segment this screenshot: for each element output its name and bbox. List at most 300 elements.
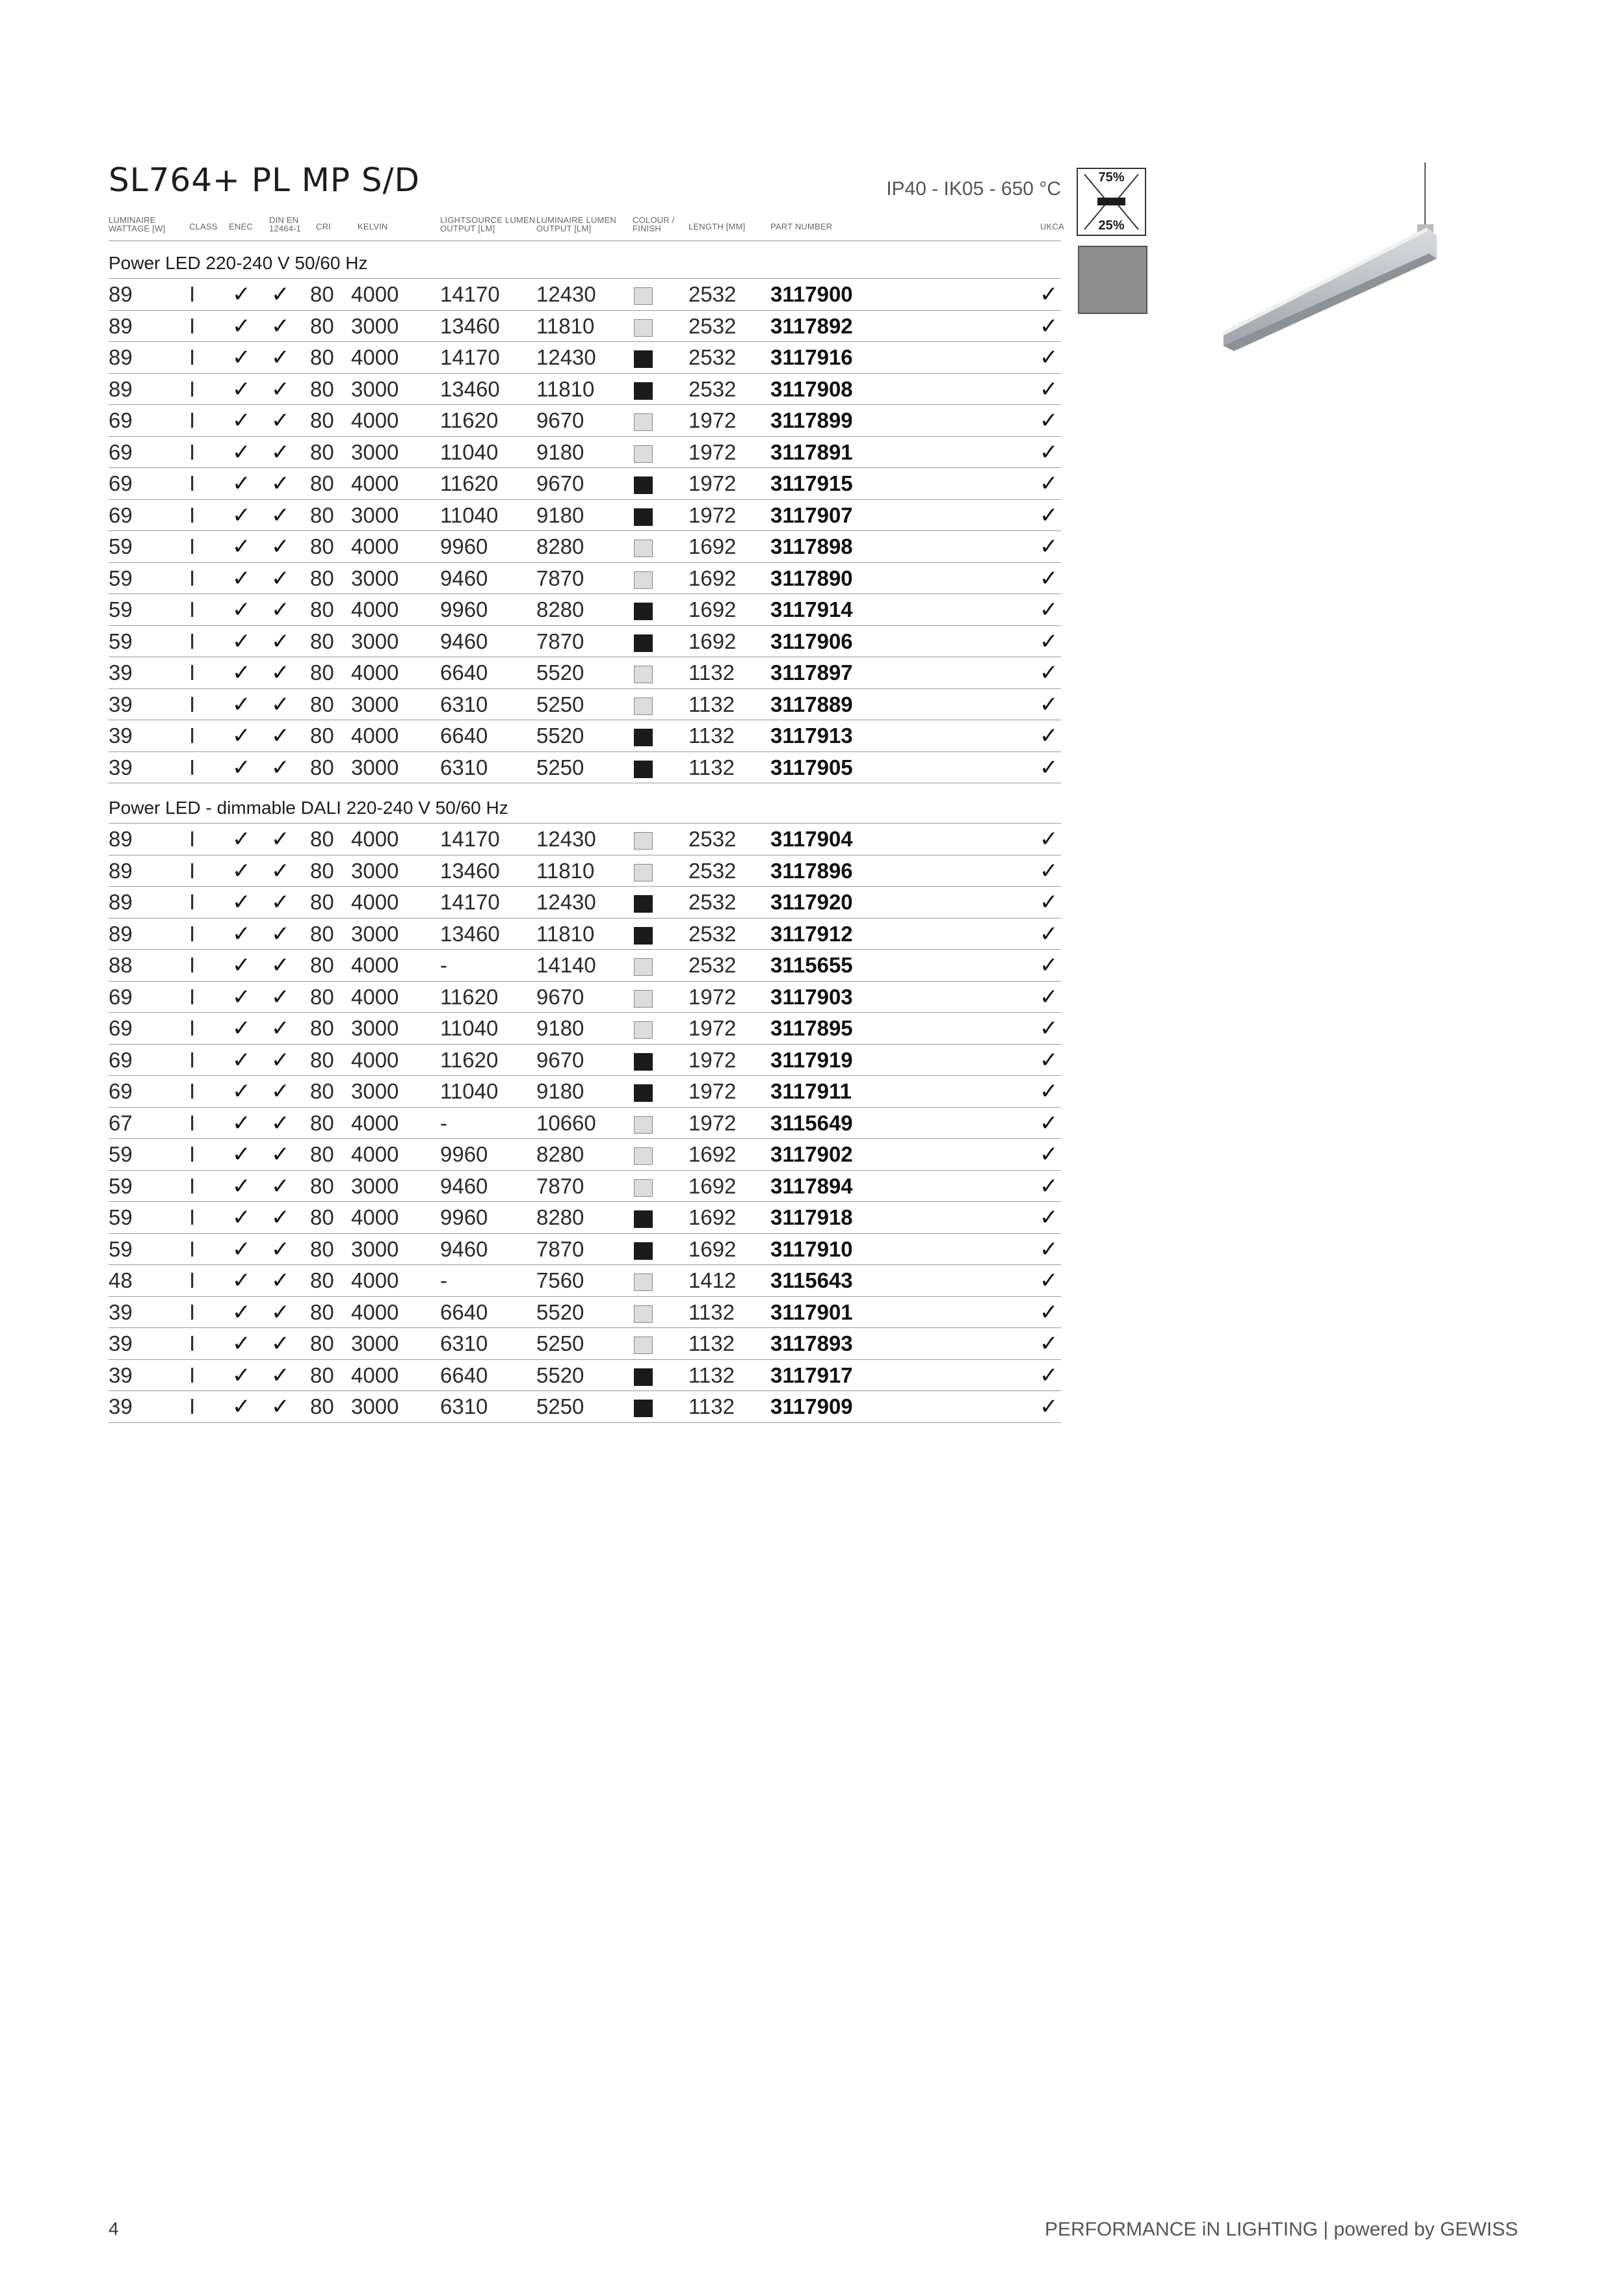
cell-k: 4000 bbox=[351, 408, 399, 432]
cell-cri: 80 bbox=[310, 921, 334, 946]
cell-w: 39 bbox=[109, 724, 133, 748]
cell-cls: I bbox=[189, 282, 196, 306]
check-icon: ✓ bbox=[232, 1299, 251, 1325]
cell-pn: 3117919 bbox=[770, 1047, 853, 1072]
cell-w: 59 bbox=[109, 1205, 133, 1229]
check-icon: ✓ bbox=[271, 890, 290, 915]
uplight-percent: 75% bbox=[1098, 170, 1125, 185]
col-length: LENGTH [MM] bbox=[688, 222, 746, 231]
cell-lum: 5520 bbox=[536, 1363, 584, 1387]
cell-cri: 80 bbox=[310, 376, 334, 401]
cell-lum: 7870 bbox=[536, 566, 584, 590]
cell-w: 59 bbox=[109, 597, 133, 621]
cell-cls: I bbox=[189, 692, 196, 716]
table-row bbox=[109, 1044, 1061, 1076]
cell-cls: I bbox=[189, 1016, 196, 1040]
check-icon: ✓ bbox=[232, 313, 251, 339]
light-distribution-icon bbox=[1077, 168, 1146, 236]
check-icon: ✓ bbox=[1040, 890, 1058, 915]
cell-ls: 11620 bbox=[440, 984, 499, 1009]
table-row bbox=[109, 886, 1061, 918]
cell-lum: 9670 bbox=[536, 471, 584, 495]
cell-k: 4000 bbox=[351, 1142, 399, 1166]
cell-ls: 11620 bbox=[440, 1047, 499, 1072]
check-icon: ✓ bbox=[232, 345, 251, 370]
table-row bbox=[109, 1327, 1061, 1359]
cell-w: 59 bbox=[109, 1173, 133, 1198]
cell-w: 59 bbox=[109, 534, 133, 558]
check-icon: ✓ bbox=[232, 724, 251, 748]
cell-lum: 9180 bbox=[536, 439, 584, 464]
check-icon: ✓ bbox=[232, 1142, 251, 1167]
cell-len: 1132 bbox=[688, 724, 735, 748]
finish-swatch-dark bbox=[634, 476, 653, 494]
cell-len: 2532 bbox=[688, 345, 737, 369]
finish-swatch-light bbox=[634, 319, 653, 337]
cell-cri: 80 bbox=[310, 408, 334, 432]
check-icon: ✓ bbox=[271, 1299, 290, 1325]
cell-ls: 6640 bbox=[440, 1299, 488, 1324]
cell-ls: 6310 bbox=[440, 1331, 488, 1355]
cell-len: 2532 bbox=[688, 313, 737, 338]
cell-lum: 11810 bbox=[536, 921, 595, 946]
cell-w: 39 bbox=[109, 1394, 133, 1418]
cell-cls: I bbox=[189, 408, 196, 432]
cell-cls: I bbox=[189, 1205, 196, 1229]
cell-pn: 3117917 bbox=[770, 1363, 853, 1387]
cell-lum: 8280 bbox=[536, 534, 584, 558]
check-icon: ✓ bbox=[1040, 660, 1058, 685]
cell-k: 4000 bbox=[351, 345, 399, 369]
cell-pn: 3117912 bbox=[770, 921, 853, 946]
cell-cls: I bbox=[189, 953, 196, 977]
col-din: DIN EN 12464-1 bbox=[269, 215, 302, 233]
check-icon: ✓ bbox=[271, 858, 290, 883]
check-icon: ✓ bbox=[271, 827, 290, 852]
cell-w: 59 bbox=[109, 566, 133, 590]
cell-cri: 80 bbox=[310, 724, 334, 748]
cell-k: 3000 bbox=[351, 755, 399, 779]
cell-ls: 11040 bbox=[440, 502, 499, 527]
cell-pn: 3117897 bbox=[770, 660, 853, 685]
cell-w: 39 bbox=[109, 755, 133, 779]
cell-cri: 80 bbox=[310, 660, 334, 685]
finish-swatch-light bbox=[634, 958, 653, 976]
cell-lum: 7870 bbox=[536, 1236, 584, 1261]
check-icon: ✓ bbox=[271, 1363, 290, 1388]
cell-len: 1972 bbox=[688, 1079, 737, 1103]
cell-pn: 3117896 bbox=[770, 858, 853, 883]
cell-cls: I bbox=[189, 376, 196, 401]
cell-k: 4000 bbox=[351, 282, 399, 306]
cell-len: 1692 bbox=[688, 597, 737, 621]
finish-swatch-dark bbox=[634, 1210, 653, 1228]
check-icon: ✓ bbox=[1040, 1331, 1058, 1356]
cell-len: 1132 bbox=[688, 755, 735, 779]
cell-w: 48 bbox=[109, 1268, 133, 1292]
check-icon: ✓ bbox=[271, 629, 290, 654]
cell-w: 59 bbox=[109, 1142, 133, 1166]
cell-w: 69 bbox=[109, 502, 133, 527]
cell-cri: 80 bbox=[310, 827, 334, 851]
check-icon: ✓ bbox=[1040, 1394, 1058, 1419]
cell-k: 4000 bbox=[351, 1299, 399, 1324]
cell-k: 4000 bbox=[351, 534, 399, 558]
cell-len: 1972 bbox=[688, 1110, 737, 1135]
cell-k: 3000 bbox=[351, 1236, 399, 1261]
check-icon: ✓ bbox=[1040, 534, 1058, 559]
cell-cls: I bbox=[189, 1079, 196, 1103]
cell-k: 4000 bbox=[351, 953, 399, 977]
check-icon: ✓ bbox=[232, 376, 251, 402]
cell-cri: 80 bbox=[310, 1331, 334, 1355]
table-row bbox=[109, 1170, 1061, 1202]
check-icon: ✓ bbox=[1040, 502, 1058, 528]
cell-w: 69 bbox=[109, 408, 133, 432]
table-header bbox=[109, 213, 1064, 241]
finish-swatch-light bbox=[634, 1179, 653, 1197]
cell-k: 4000 bbox=[351, 984, 399, 1009]
cell-cls: I bbox=[189, 724, 196, 748]
cell-ls: 6640 bbox=[440, 660, 488, 685]
cell-pn: 3117909 bbox=[770, 1394, 853, 1418]
check-icon: ✓ bbox=[271, 534, 290, 559]
cell-lum: 14140 bbox=[536, 953, 596, 977]
cell-k: 3000 bbox=[351, 1016, 399, 1040]
cell-cri: 80 bbox=[310, 1236, 334, 1261]
cell-w: 39 bbox=[109, 660, 133, 685]
cell-cls: I bbox=[189, 827, 196, 851]
cell-ls: 9960 bbox=[440, 534, 488, 558]
cell-pn: 3115655 bbox=[770, 953, 853, 977]
cell-k: 3000 bbox=[351, 1173, 399, 1198]
cell-cri: 80 bbox=[310, 984, 334, 1009]
cell-lum: 5250 bbox=[536, 755, 584, 779]
cell-cri: 80 bbox=[310, 692, 334, 716]
cell-cls: I bbox=[189, 313, 196, 338]
cell-ls: - bbox=[440, 953, 447, 977]
check-icon: ✓ bbox=[271, 566, 290, 591]
check-icon: ✓ bbox=[232, 1363, 251, 1388]
cell-len: 1132 bbox=[688, 660, 735, 685]
finish-swatch-light bbox=[634, 1116, 653, 1134]
cell-lum: 5520 bbox=[536, 1299, 584, 1324]
col-part-number: PART NUMBER bbox=[770, 222, 833, 231]
cell-cls: I bbox=[189, 890, 196, 914]
finish-swatch-dark bbox=[634, 350, 653, 368]
check-icon: ✓ bbox=[271, 660, 290, 685]
footer-brand: PERFORMANCE iN LIGHTING | powered by GEWISS bbox=[1045, 2219, 1518, 2240]
cell-k: 4000 bbox=[351, 724, 399, 748]
cell-k: 4000 bbox=[351, 890, 399, 914]
cell-cls: I bbox=[189, 345, 196, 369]
cell-pn: 3117914 bbox=[770, 597, 853, 621]
table-row bbox=[109, 625, 1061, 657]
cell-w: 89 bbox=[109, 376, 133, 401]
cell-cls: I bbox=[189, 1142, 196, 1166]
cell-w: 89 bbox=[109, 921, 133, 946]
check-icon: ✓ bbox=[232, 1110, 251, 1136]
cell-ls: 11040 bbox=[440, 1079, 499, 1103]
cell-len: 1132 bbox=[688, 692, 735, 716]
finish-swatch-dark bbox=[634, 761, 653, 778]
check-icon: ✓ bbox=[1040, 858, 1058, 883]
cell-w: 69 bbox=[109, 471, 133, 495]
check-icon: ✓ bbox=[271, 1331, 290, 1356]
check-icon: ✓ bbox=[1040, 345, 1058, 370]
cell-k: 3000 bbox=[351, 376, 399, 401]
check-icon: ✓ bbox=[232, 502, 251, 528]
col-class: CLASS bbox=[189, 222, 218, 231]
check-icon: ✓ bbox=[232, 858, 251, 883]
cell-lum: 9180 bbox=[536, 1079, 584, 1103]
col-wattage: LUMINAIRE WATTAGE [W] bbox=[109, 215, 166, 233]
cell-cls: I bbox=[189, 660, 196, 685]
cell-cri: 80 bbox=[310, 282, 334, 306]
table-row bbox=[109, 1107, 1061, 1139]
check-icon: ✓ bbox=[1040, 692, 1058, 717]
cell-k: 4000 bbox=[351, 597, 399, 621]
cell-w: 59 bbox=[109, 629, 133, 653]
cell-cls: I bbox=[189, 1394, 196, 1418]
check-icon: ✓ bbox=[271, 921, 290, 946]
check-icon: ✓ bbox=[232, 692, 251, 717]
cell-pn: 3117891 bbox=[770, 439, 853, 464]
check-icon: ✓ bbox=[232, 1205, 251, 1230]
col-colour-finish: COLOUR / FINISH bbox=[633, 215, 675, 233]
cell-lum: 8280 bbox=[536, 1142, 584, 1166]
check-icon: ✓ bbox=[271, 1394, 290, 1419]
cell-k: 4000 bbox=[351, 1205, 399, 1229]
cell-lum: 8280 bbox=[536, 1205, 584, 1229]
cell-k: 3000 bbox=[351, 858, 399, 883]
check-icon: ✓ bbox=[232, 827, 251, 852]
check-icon: ✓ bbox=[1040, 408, 1058, 433]
table-row bbox=[109, 688, 1061, 720]
check-icon: ✓ bbox=[271, 471, 290, 496]
cell-len: 1132 bbox=[688, 1331, 735, 1355]
cell-cri: 80 bbox=[310, 502, 334, 527]
cell-cri: 80 bbox=[310, 534, 334, 558]
cell-lum: 9180 bbox=[536, 502, 584, 527]
check-icon: ✓ bbox=[1040, 566, 1058, 591]
cell-lum: 7560 bbox=[536, 1268, 584, 1292]
cell-lum: 5520 bbox=[536, 660, 584, 685]
cell-len: 2532 bbox=[688, 376, 737, 401]
col-ukca: UKCA bbox=[1040, 222, 1064, 231]
cell-pn: 3115649 bbox=[770, 1110, 853, 1135]
cell-len: 1972 bbox=[688, 1047, 737, 1072]
cell-cri: 80 bbox=[310, 566, 334, 590]
cell-cls: I bbox=[189, 858, 196, 883]
check-icon: ✓ bbox=[1040, 1268, 1058, 1293]
finish-swatch-dark bbox=[634, 1400, 653, 1417]
protection-rating: IP40 - IK05 - 650 °C bbox=[886, 178, 1061, 200]
cell-ls: 13460 bbox=[440, 313, 500, 338]
cell-k: 3000 bbox=[351, 1079, 399, 1103]
cell-w: 69 bbox=[109, 984, 133, 1009]
finish-swatch-light bbox=[634, 1305, 653, 1323]
check-icon: ✓ bbox=[1040, 313, 1058, 339]
check-icon: ✓ bbox=[271, 439, 290, 465]
cell-ls: 6310 bbox=[440, 755, 488, 779]
cell-ls: - bbox=[440, 1268, 447, 1292]
check-icon: ✓ bbox=[271, 1079, 290, 1104]
cell-cri: 80 bbox=[310, 471, 334, 495]
finish-swatch-light bbox=[634, 666, 653, 683]
cell-w: 39 bbox=[109, 692, 133, 716]
finish-swatch-dark bbox=[634, 729, 653, 746]
check-icon: ✓ bbox=[232, 534, 251, 559]
cell-cls: I bbox=[189, 1047, 196, 1072]
table-row bbox=[109, 499, 1061, 531]
cell-len: 2532 bbox=[688, 921, 737, 946]
cell-w: 67 bbox=[109, 1110, 133, 1135]
cell-cri: 80 bbox=[310, 313, 334, 338]
cell-cri: 80 bbox=[310, 597, 334, 621]
cell-len: 1692 bbox=[688, 1205, 737, 1229]
finish-swatch-light bbox=[634, 413, 653, 431]
check-icon: ✓ bbox=[271, 345, 290, 370]
cell-cls: I bbox=[189, 534, 196, 558]
cell-k: 3000 bbox=[351, 692, 399, 716]
check-icon: ✓ bbox=[1040, 827, 1058, 852]
finish-swatch-dark bbox=[634, 603, 653, 620]
check-icon: ✓ bbox=[1040, 376, 1058, 402]
cell-w: 39 bbox=[109, 1363, 133, 1387]
check-icon: ✓ bbox=[232, 1394, 251, 1419]
cell-pn: 3117906 bbox=[770, 629, 853, 653]
cell-ls: 11040 bbox=[440, 1016, 499, 1040]
cell-lum: 11810 bbox=[536, 858, 595, 883]
cell-k: 3000 bbox=[351, 313, 399, 338]
cell-pn: 3117894 bbox=[770, 1173, 853, 1198]
check-icon: ✓ bbox=[271, 724, 290, 748]
check-icon: ✓ bbox=[1040, 984, 1058, 1010]
check-icon: ✓ bbox=[271, 1268, 290, 1293]
cell-lum: 7870 bbox=[536, 629, 584, 653]
check-icon: ✓ bbox=[232, 984, 251, 1010]
cell-pn: 3117915 bbox=[770, 471, 853, 495]
cell-cri: 80 bbox=[310, 858, 334, 883]
cell-len: 2532 bbox=[688, 953, 737, 977]
cell-len: 1972 bbox=[688, 1016, 737, 1040]
cell-cls: I bbox=[189, 1173, 196, 1198]
finish-swatch-dark bbox=[634, 634, 653, 652]
cell-cls: I bbox=[189, 1268, 196, 1292]
cell-ls: 9960 bbox=[440, 1205, 488, 1229]
cell-ls: 9960 bbox=[440, 597, 488, 621]
check-icon: ✓ bbox=[232, 890, 251, 915]
check-icon: ✓ bbox=[232, 755, 251, 780]
table-row bbox=[109, 1012, 1061, 1044]
cell-cri: 80 bbox=[310, 1205, 334, 1229]
table-row bbox=[109, 657, 1061, 688]
check-icon: ✓ bbox=[271, 408, 290, 433]
cell-len: 1412 bbox=[688, 1268, 737, 1292]
table-row bbox=[109, 918, 1061, 950]
check-icon: ✓ bbox=[271, 597, 290, 622]
product-title: SL764+ PL MP S/D bbox=[109, 161, 420, 199]
check-icon: ✓ bbox=[271, 1205, 290, 1230]
cell-lum: 5520 bbox=[536, 724, 584, 748]
check-icon: ✓ bbox=[232, 1331, 251, 1356]
cell-len: 1972 bbox=[688, 502, 737, 527]
table-row bbox=[109, 467, 1061, 499]
cell-cri: 80 bbox=[310, 345, 334, 369]
cell-lum: 7870 bbox=[536, 1173, 584, 1198]
cell-len: 1972 bbox=[688, 471, 737, 495]
check-icon: ✓ bbox=[1040, 282, 1058, 307]
table-row bbox=[109, 594, 1061, 625]
table-row bbox=[109, 530, 1061, 562]
cell-len: 2532 bbox=[688, 858, 737, 883]
check-icon: ✓ bbox=[271, 1236, 290, 1262]
finish-swatch-light bbox=[634, 287, 653, 305]
check-icon: ✓ bbox=[271, 376, 290, 402]
cell-len: 1132 bbox=[688, 1299, 735, 1324]
cell-k: 4000 bbox=[351, 1268, 399, 1292]
table-row bbox=[109, 1264, 1061, 1296]
check-icon: ✓ bbox=[271, 1016, 290, 1041]
cell-w: 89 bbox=[109, 858, 133, 883]
cell-ls: - bbox=[440, 1110, 447, 1135]
cell-w: 69 bbox=[109, 1079, 133, 1103]
cell-pn: 3117920 bbox=[770, 890, 853, 914]
cell-cls: I bbox=[189, 629, 196, 653]
check-icon: ✓ bbox=[1040, 471, 1058, 496]
check-icon: ✓ bbox=[1040, 1047, 1058, 1073]
cell-lum: 12430 bbox=[536, 282, 596, 306]
check-icon: ✓ bbox=[271, 282, 290, 307]
cell-k: 3000 bbox=[351, 1331, 399, 1355]
cell-ls: 6310 bbox=[440, 692, 488, 716]
cell-pn: 3117898 bbox=[770, 534, 853, 558]
table-row bbox=[109, 1296, 1061, 1328]
cell-pn: 3117905 bbox=[770, 755, 853, 779]
cell-w: 89 bbox=[109, 345, 133, 369]
cell-cri: 80 bbox=[310, 1268, 334, 1292]
cell-cls: I bbox=[189, 1236, 196, 1261]
cell-pn: 3117902 bbox=[770, 1142, 853, 1166]
cell-len: 1692 bbox=[688, 566, 737, 590]
check-icon: ✓ bbox=[232, 1047, 251, 1073]
cell-cri: 80 bbox=[310, 1173, 334, 1198]
luminaire-product-image bbox=[1222, 163, 1443, 358]
cell-cri: 80 bbox=[310, 755, 334, 779]
cell-w: 59 bbox=[109, 1236, 133, 1261]
check-icon: ✓ bbox=[1040, 1016, 1058, 1041]
check-icon: ✓ bbox=[1040, 629, 1058, 654]
check-icon: ✓ bbox=[232, 439, 251, 465]
col-enec: ENEC bbox=[229, 222, 253, 231]
cell-len: 1132 bbox=[688, 1363, 735, 1387]
table-row bbox=[109, 751, 1061, 783]
table-row bbox=[109, 1233, 1061, 1265]
cell-len: 1972 bbox=[688, 408, 737, 432]
check-icon: ✓ bbox=[271, 1110, 290, 1136]
finish-swatch-dark bbox=[634, 1242, 653, 1260]
check-icon: ✓ bbox=[232, 1268, 251, 1293]
cell-k: 3000 bbox=[351, 1394, 399, 1418]
check-icon: ✓ bbox=[232, 660, 251, 685]
cell-k: 3000 bbox=[351, 921, 399, 946]
cell-len: 1972 bbox=[688, 984, 737, 1009]
check-icon: ✓ bbox=[1040, 1299, 1058, 1325]
check-icon: ✓ bbox=[232, 566, 251, 591]
check-icon: ✓ bbox=[271, 1142, 290, 1167]
check-icon: ✓ bbox=[271, 502, 290, 528]
